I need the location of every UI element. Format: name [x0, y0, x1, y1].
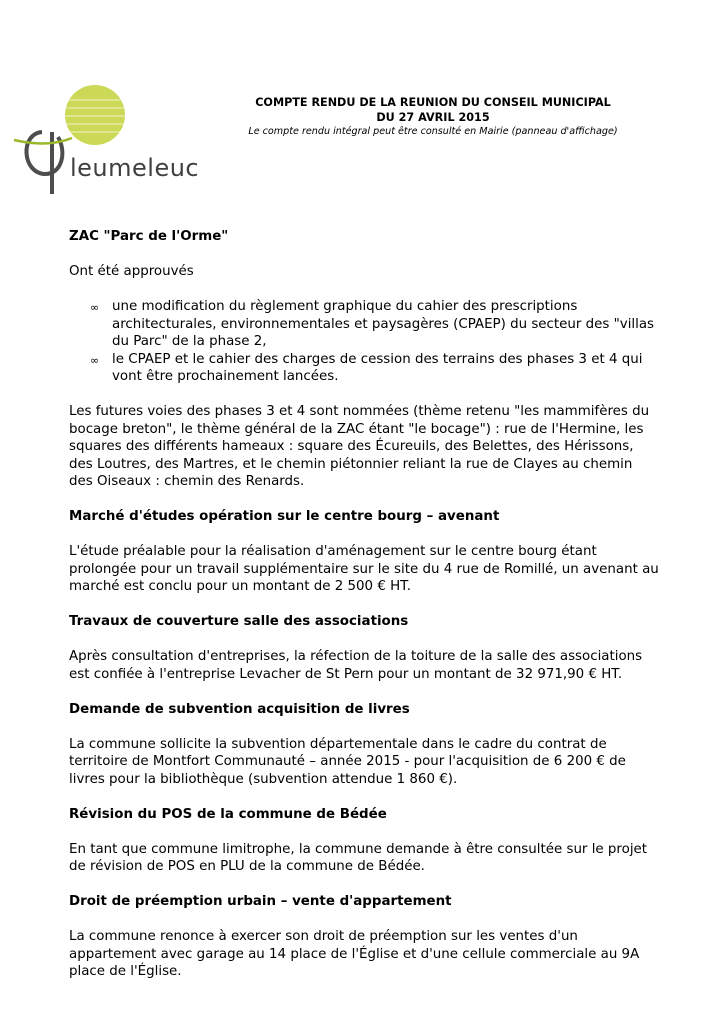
document-header [230, 95, 636, 139]
infinity-bullet-icon: ∞ [90, 301, 100, 314]
pleumeleuc-logo [12, 82, 200, 200]
logo-green-circle [65, 85, 125, 145]
header-title-line1: COMPTE RENDU DE LA REUNION DU CONSEIL MUNICIPAL [255, 96, 611, 109]
travaux-title: Travaux de couverture salle des associations [69, 614, 409, 629]
infinity-bullet-icon: ∞ [90, 353, 100, 367]
subvention-text: La commune sollicite la subvention départementale dans le cadre du contrat de territoire de Montfort Communauté – année 2015 - pour l'acquisition de 6 200 € de livres pour la bibliothèque (subvention attendue 1 860 €). [69, 736, 626, 787]
marche-text: L'étude préalable pour la réalisation d'aménagement sur le centre bourg étant prolongée pour un travail supplémentaire sur le site du 4 rue de Romillé, un avenant au marché est conclu pour un montant de 2 500 € HT. [69, 544, 659, 594]
travaux-text: Après consultation d'entreprises, la réfection de la toiture de la salle des associations est confiée à l'entreprise Levacher de St Pern pour un montant de 32 971,90 € HT. [69, 649, 643, 682]
zac-paragraph: Les futures voies des phases 3 et 4 sont nommées (thème retenu "les mammifères du bocage breton", le thème général de la ZAC étant "le bocage") : rue de l'Hermine, les squares des différents hameaux : square des Écureuils, des Belettes, des Hérissons, des Loutres, des Martres, et le chemin piétonnier reliant la rue de Clayes au chemin des Oiseaux : chemin des Renards. [69, 404, 650, 489]
logo-p-loop [26, 132, 62, 174]
header-title-line2: DU 27 AVRIL 2015 [376, 111, 490, 124]
list-item [90, 298, 659, 351]
list-item-text: le CPAEP et le cahier des charges de cession des terrains des phases 3 et 4 qui vont être prochainement lancées. [112, 351, 643, 384]
pleumeleuc-logo-graphic [12, 82, 187, 200]
subvention-title: Demande de subvention acquisition de livres [69, 701, 410, 717]
logo-text: leumeleuc [70, 154, 200, 182]
header-subtitle: Le compte rendu intégral peut être consulté en Mairie (panneau d'affichage) [248, 126, 618, 137]
zac-title: ZAC "Parc de l'Orme" [69, 229, 229, 244]
document-body [69, 228, 659, 981]
pos-text: En tant que commune limitrophe, la commune demande à être consultée sur le projet de révision de POS en PLU de la commune de Bédée. [69, 841, 648, 874]
logo-green-stroke [14, 138, 72, 144]
pos-title: Révision du POS de la commune de Bédée [69, 806, 387, 822]
zac-intro: Ont été approuvés [69, 264, 194, 279]
preemption-text: La commune renonce à exercer son droit de préemption sur les ventes d'un appartement avec garage au 14 place de l'Église et d'une cellule commerciale au 9A place de l'Église. [69, 929, 640, 979]
preemption-title: Droit de préemption urbain – vente d'appartement [69, 894, 452, 909]
marche-title: Marché d'études opération sur le centre bourg – avenant [69, 509, 500, 524]
zac-bullet-list [69, 298, 659, 386]
list-item [90, 351, 659, 386]
list-item-text: une modification du règlement graphique du cahier des prescriptions architecturales, environnementales et paysagères (CPAEP) du secteur des "villas du Parc" de la phase 2, [112, 299, 655, 349]
